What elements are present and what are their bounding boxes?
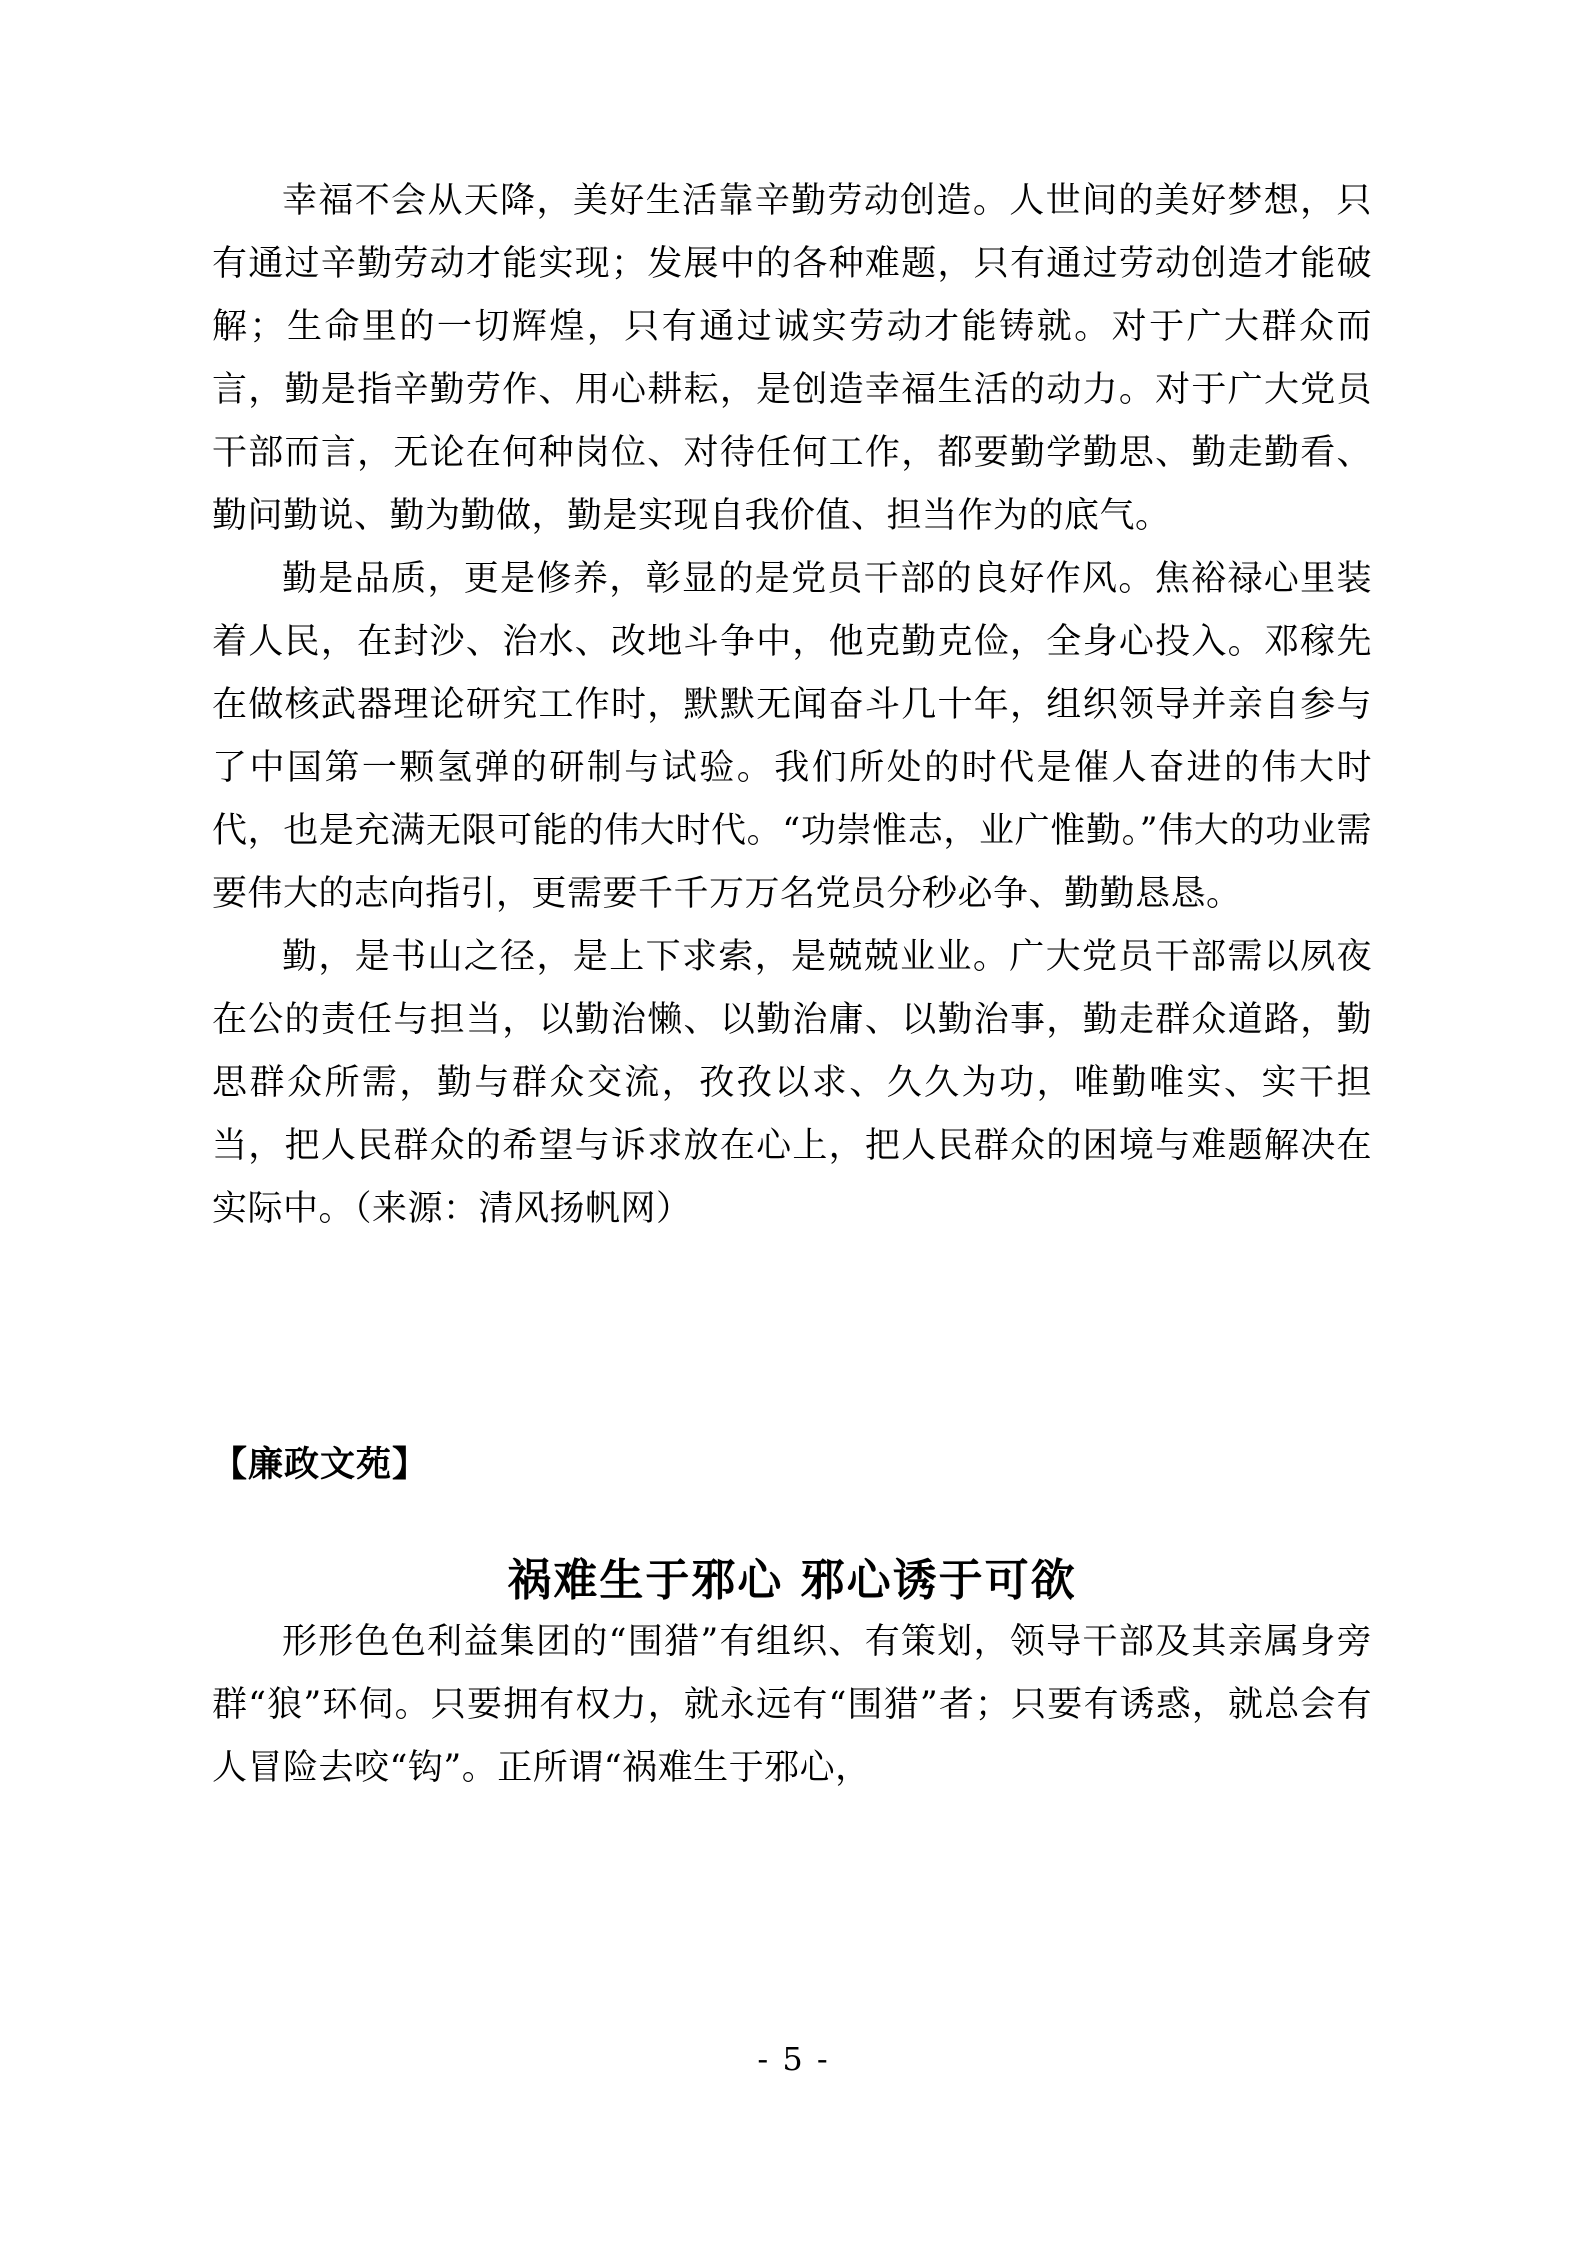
paragraph-2: 勤是品质，更是修养，彰显的是党员干部的良好作风。焦裕禄心里装着人民，在封沙、治水、改地斗争中，他克勤克俭，全身心投入。邓稼先在做核武器理论研究工作时，默默无闻奋斗几十年，组织领导并亲自参与了中国第一颗氢弹的研制与试验。我们所处的时代是催人奋进的伟大时代，也是充满无限可能的伟大时代。“功崇惟志，业广惟勤。”伟大的功业需要伟大的志向指引，更需要千千万万名党员分秒必争、勤勤恳恳。 bbox=[212, 559, 1372, 914]
article-paragraph-1: 形形色色利益集团的“围猎”有组织、有策划，领导干部及其亲属身旁群“狼”环伺。只要拥有权力，就永远有“围猎”者；只要有诱惑，就总会有人冒险去咬“钩”。正所谓“祸难生于邪心， bbox=[212, 1622, 1372, 1788]
paragraph-3: 勤，是书山之径，是上下求索，是兢兢业业。广大党员干部需以夙夜在公的责任与担当，以勤治懒、以勤治庸、以勤治事，勤走群众道路，勤思群众所需，勤与群众交流，孜孜以求、久久为功，唯勤唯实、实干担当，把人民群众的希望与诉求放在心上，把人民群众的困境与难题解决在实际中。（来源：清风扬帆网） bbox=[212, 937, 1372, 1229]
section-heading: 【廉政文苑】 bbox=[212, 1444, 429, 1485]
paragraph-1: 幸福不会从天降，美好生活靠辛勤劳动创造。人世间的美好梦想，只有通过辛勤劳动才能实现；发展中的各种难题，只有通过劳动创造才能破解；生命里的一切辉煌，只有通过诚实劳动才能铸就。对于广大群众而言，勤是指辛勤劳作、用心耕耘，是创造幸福生活的动力。对于广大党员干部而言，无论在何种岗位、对待任何工作，都要勤学勤思、勤走勤看、勤问勤说、勤为勤做，勤是实现自我价值、担当作为的底气。 bbox=[212, 181, 1372, 536]
page-number: - 5 - bbox=[757, 2040, 830, 2078]
article-title: 祸难生于邪心 邪心诱于可欲 bbox=[507, 1555, 1077, 1606]
page-content bbox=[212, 170, 1372, 1800]
